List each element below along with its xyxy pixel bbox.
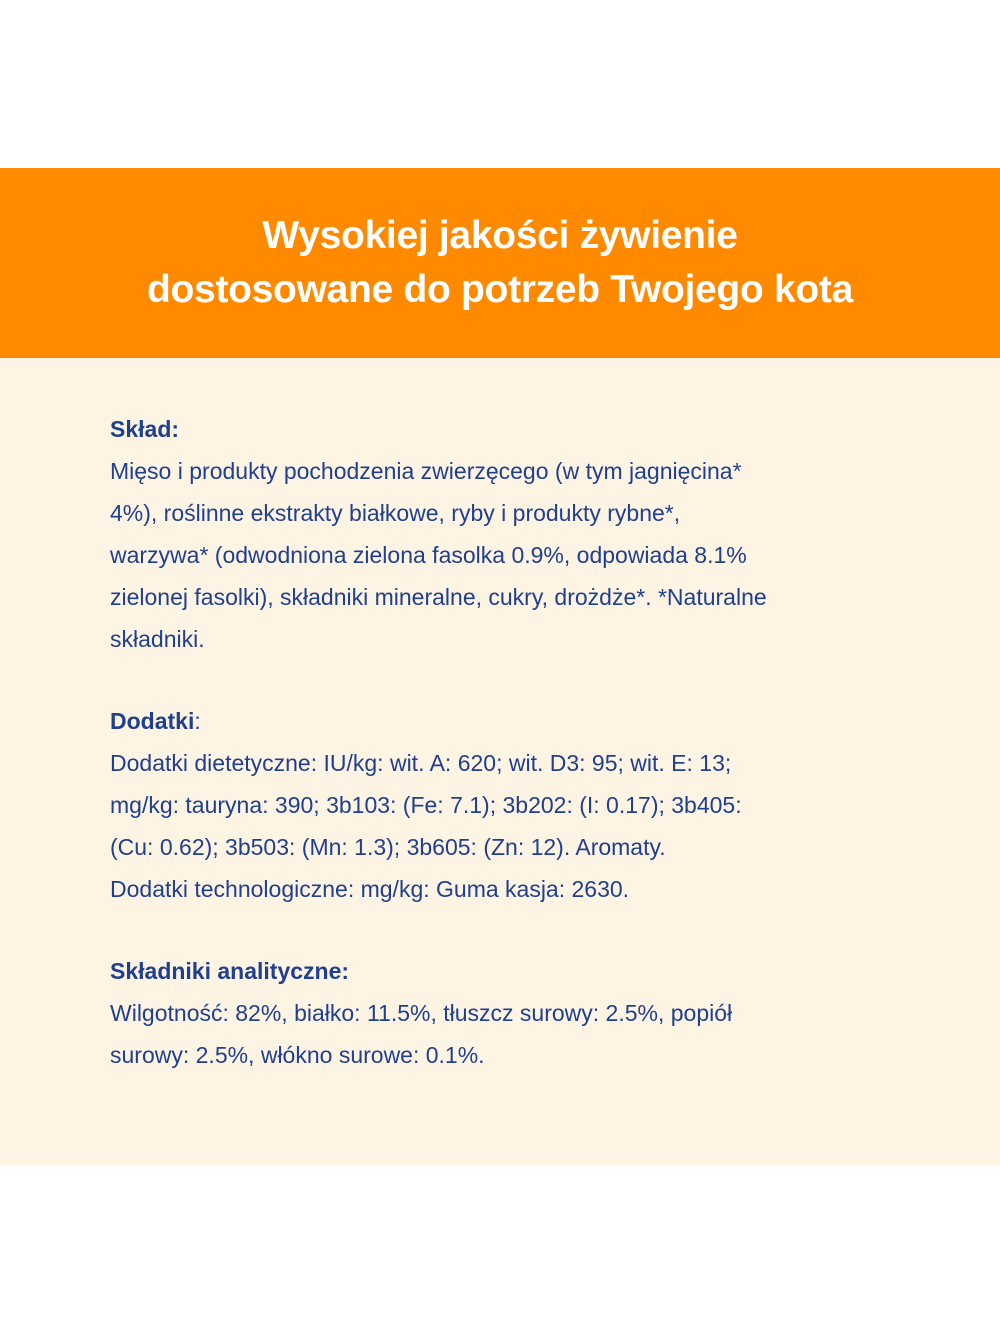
- composition-text: [110, 450, 900, 660]
- additives-line: (Cu: 0.62); 3b503: (Mn: 1.3); 3b605: (Zn: 12). Aromaty.: [110, 834, 666, 860]
- additives-heading-label: Dodatki: [110, 708, 195, 734]
- analytical-text: [110, 992, 900, 1076]
- page-title-line-2: dostosowane do potrzeb Twojego kota: [147, 268, 853, 311]
- composition-heading: Skład:: [110, 416, 180, 442]
- additives-heading-colon: :: [194, 708, 201, 734]
- composition-section: [110, 408, 900, 660]
- ingredients-panel: [0, 358, 1000, 1166]
- page-title-line-1: Wysokiej jakości żywienie: [262, 214, 738, 257]
- composition-line: składniki.: [110, 626, 205, 652]
- composition-line: zielonej fasolki), składniki mineralne, cukry, drożdże*. *Naturalne: [110, 584, 767, 610]
- additives-line: Dodatki technologiczne: mg/kg: Guma kasja: 2630.: [110, 876, 630, 902]
- analytical-section: [110, 950, 900, 1076]
- additives-heading: [110, 700, 900, 742]
- composition-line: 4%), roślinne ekstrakty białkowe, ryby i produkty rybne*,: [110, 500, 681, 526]
- analytical-line: surowy: 2.5%, włókno surowe: 0.1%.: [110, 1042, 485, 1068]
- analytical-line: Wilgotność: 82%, białko: 11.5%, tłuszcz surowy: 2.5%, popiół: [110, 1000, 733, 1026]
- header-banner: [0, 168, 1000, 358]
- composition-line: warzywa* (odwodniona zielona fasolka 0.9%, odpowiada 8.1%: [110, 542, 747, 568]
- additives-section: [110, 700, 900, 910]
- additives-line: mg/kg: tauryna: 390; 3b103: (Fe: 7.1); 3b202: (I: 0.17); 3b405:: [110, 792, 742, 818]
- analytical-heading: Składniki analityczne:: [110, 958, 350, 984]
- page-title: [147, 209, 853, 317]
- additives-text: [110, 742, 900, 910]
- additives-line: Dodatki dietetyczne: IU/kg: wit. A: 620; wit. D3: 95; wit. E: 13;: [110, 750, 732, 776]
- composition-line: Mięso i produkty pochodzenia zwierzęcego (w tym jagnięcina*: [110, 458, 742, 484]
